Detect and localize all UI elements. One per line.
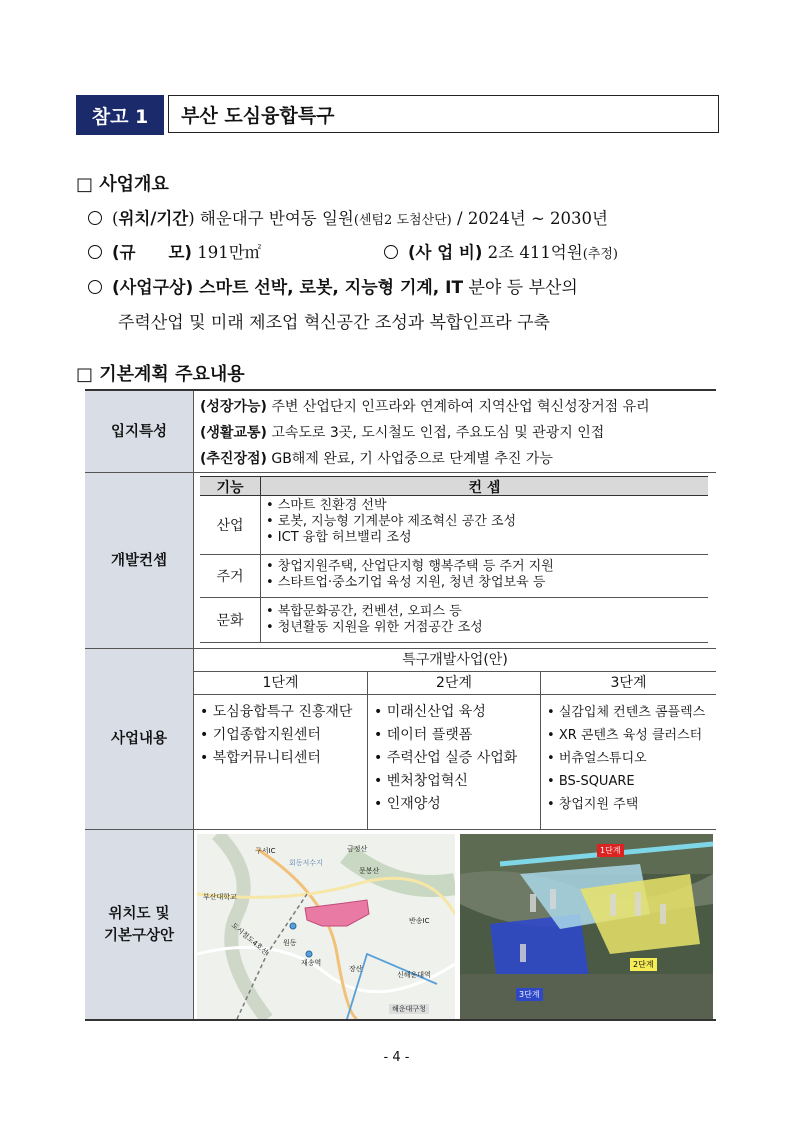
location-map [197,834,455,1019]
business-header: 특구개발사업(안) [194,649,716,672]
map-label: 재송역 [301,959,322,967]
stage-label: 1단계 [597,844,624,857]
list-item: • 버츄얼스튜디오 [547,747,716,770]
map-label: 구서IC [255,847,276,855]
concept-row [85,473,716,649]
stage-1-column: 1단계 • 도심융합특구 진흥재단 • 기업종합지원센터 • 복합커뮤니티센터 [194,672,368,829]
list-item: • 벤처창업혁신 [374,770,540,793]
feature-line: (추진장점) GB해제 완료, 기 사업중으로 단계별 추진 가능 [200,451,553,467]
row-label: 입지특성 [85,391,194,472]
list-item: • 기업종합지원센터 [200,724,367,747]
circle-bullet-icon [384,245,398,259]
map-label: 도시철도4호선 [229,921,270,957]
row-label: 위치도 및 기본구상안 [85,830,194,1019]
title-text: 부산 도심융합특구 [168,95,719,133]
map-label: 장산 [349,965,363,973]
stage-2-column: 2단계 • 미래신산업 육성 • 데이터 플랫폼 • 주력산업 실증 사업화 • 벤처창업혁신 • 인재양성 [368,672,541,829]
list-item: • 복합커뮤니티센터 [200,747,367,770]
document-title [76,95,721,135]
plan-line: (사업구상) 스마트 선박, 로봇, 지능형 기계, IT 분야 등 부산의 [88,273,578,298]
map-label: 반송IC [409,917,430,925]
stage-label: 3단계 [516,988,543,1001]
concept-table-header: 기능 컨 셉 [200,476,708,496]
map-label: 회동저수지 [289,859,323,867]
row-label: 사업내용 [85,649,194,829]
map-label: 신해운대역 [397,971,431,979]
concept-row-industry: 산업 • 스마트 친환경 선박 • 로봇, 지능형 기계분야 제조혁신 공간 조성 • ICT 융합 허브밸리 조성 [200,496,708,555]
stage-label: 2단계 [630,958,657,971]
list-item: • 실감입체 컨텐츠 콤플렉스 [547,701,716,724]
map-row [85,830,716,1019]
stage-3-column: 3단계 • 실감입체 컨텐츠 콤플렉스 • XR 콘텐츠 육성 클러스터 • 버츄얼스튜디오 • BS-SQUARE • 창업지원 주택 [541,672,716,829]
circle-bullet-icon [88,280,102,294]
list-item: • 데이터 플랫폼 [374,724,540,747]
concept-row-housing: 주거 • 창업지원주택, 산업단지형 행복주택 등 주거 지원 • 스타트업·중소기업 육성 지원, 청년 창업보육 등 [200,555,708,598]
feature-line: (성장가능) 주변 산업단지 인프라와 연계하여 지역산업 혁신성장거점 유리 [200,399,650,415]
map-label: 원동 [283,939,297,947]
map-label: 해운대구청 [389,1004,429,1014]
location-line: (위치/기간) 해운대구 반여동 일원(센텀2 도첨산단) / 2024년 ~ 2030년 [88,205,608,229]
list-item: • 주력산업 실증 사업화 [374,747,540,770]
list-item: • 인재양성 [374,793,540,816]
circle-bullet-icon [88,211,102,225]
list-item: • 미래신산업 육성 [374,701,540,724]
page-number: - 4 - [383,1050,410,1065]
concept-row-culture: 문화 • 복합문화공간, 컨벤션, 오피스 등 • 청년활동 지원을 위한 거점공간 조성 [200,598,708,643]
master-plan-aerial [460,834,713,1019]
plan-line-2: 주력산업 및 미래 제조업 혁신공간 조성과 복합인프라 구축 [118,313,550,333]
map-label: 금정산 [347,845,368,853]
map-label: 문봉산 [359,867,380,875]
plan-table [85,389,716,1021]
list-item: • BS-SQUARE [547,770,716,793]
scale-line: (규 모) 191만㎡ [88,239,261,263]
overview-heading: □ 사업개요 [76,174,169,195]
reference-tag: 참고 1 [76,95,164,135]
business-row [85,649,716,830]
location-feature-row [85,391,716,473]
circle-bullet-icon [88,245,102,259]
feature-line: (생활교통) 고속도로 3곳, 도시철도 인접, 주요도심 및 관광지 인접 [200,425,605,441]
row-label: 개발컨셉 [85,473,194,648]
list-item: • 창업지원 주택 [547,793,716,816]
basic-plan-heading: □ 기본계획 주요내용 [76,364,245,385]
list-item: • XR 콘텐츠 육성 클러스터 [547,724,716,747]
list-item: • 도심융합특구 진흥재단 [200,701,367,724]
map-label: 부산대학교 [203,893,237,901]
cost-line: (사 업 비) 2조 411억원(추정) [384,239,618,263]
